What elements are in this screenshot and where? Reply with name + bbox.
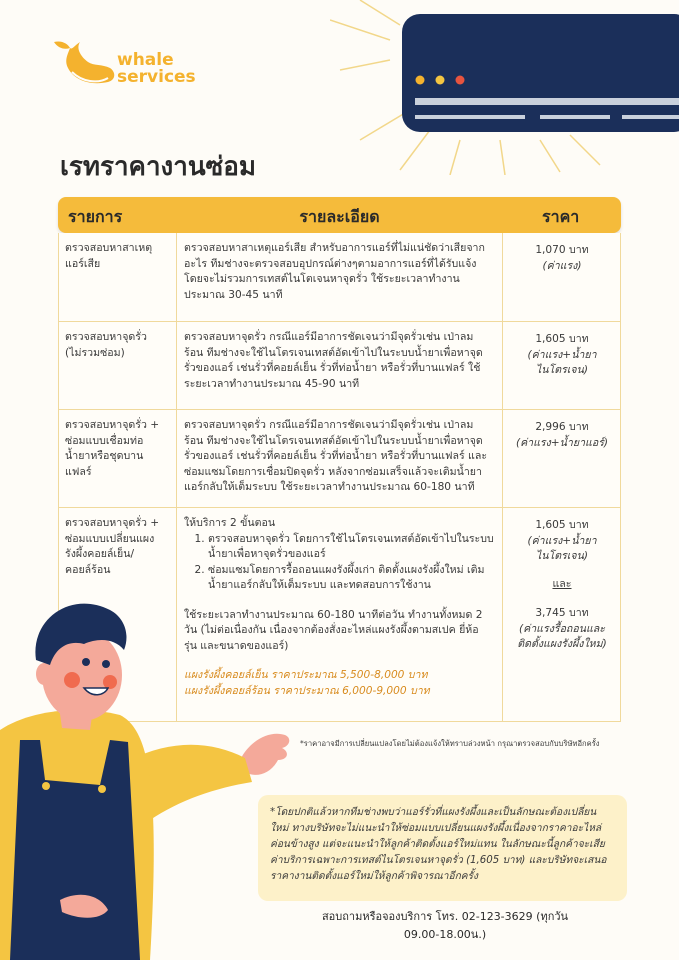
contact-line: 09.00-18.00น.) [403, 928, 487, 941]
price-value: 2,996 บาท [535, 421, 589, 433]
detail-line: ร้อน ทีมช่างจะใช้ไนโตรเจนเทสต์อัดเข้าไปในระบบน้ำยาเพื่อหาจุด [184, 434, 483, 447]
contact-line: สอบถามหรือจองบริการ โทร. 02-123-3629 (ทุกวัน [321, 910, 569, 923]
table-row [58, 233, 621, 322]
price-note: (ค่าแรง+น้ำยา [527, 534, 597, 547]
row-item [59, 322, 177, 409]
row-detail [178, 322, 503, 409]
item-line: ตรวจสอบหาสาเหตุ [65, 242, 153, 254]
item-line: ตรวจสอบหาจุดรั่ว + [65, 517, 160, 529]
cold-coil-price: แผงรังผึ้งคอยล์เย็น ราคาประมาณ 5,500-8,000 บาท [184, 669, 428, 681]
price-note: ไนโตรเจน) [535, 364, 589, 376]
step-line: 2. ซ่อมแซมโดยการรื้อถอนแผงรังผึ้งเก่า ติดตั้งแผงรังผึ้งใหม่ เติม [208, 563, 485, 576]
detail-line: ซ่อมแซมโดยการเชื่อมปิดจุดรั่ว หลังจากซ่อมเสร็จแล้วจะเติมน้ำยา [184, 465, 482, 478]
row-detail [178, 410, 503, 507]
contact-info [300, 908, 590, 944]
note-line: ค่อนข้างสูง แต่จะแนะนำให้ลูกค้าติดตั้งแอร์ใหม่แทน ในลักษณะนี้ลูกค้าจะเสีย [270, 839, 605, 850]
step-line: น้ำยาแอร์กลับให้เต็มระบบ และทดสอบการใช้งาน [208, 579, 431, 591]
table-row [58, 410, 621, 508]
list-item [208, 532, 496, 563]
header-detail: รายละเอียด [299, 207, 380, 226]
item-line: ตรวจสอบหาจุดรั่ว + [65, 419, 160, 431]
item-line: แฟลร์ [65, 465, 92, 478]
price-value: 1,605 บาท [535, 333, 589, 345]
detail-line: รั่วของแอร์ เช่นรั่วที่คอยล์เย็น รั่วที่ท่อน้ำยา หรือรั่วที่บานแฟลร์ และ [184, 450, 488, 462]
table-header [58, 197, 621, 233]
header-price: ราคา [542, 207, 580, 226]
price-note: (ค่าแรง+น้ำยา [527, 348, 597, 361]
detail-line: ตรวจสอบหาจุดรั่ว กรณีแอร์มีอาการชัดเจนว่ามีจุดรั่วเช่น เป่าลม [184, 419, 474, 431]
brand-name [117, 52, 196, 86]
price-value: 1,070 บาท [535, 244, 589, 256]
technician-illustration [0, 590, 300, 960]
row-price [504, 410, 620, 507]
brand-line-1: whale [117, 50, 174, 70]
row-price [504, 233, 620, 321]
detail-line: ตรวจสอบหาสาเหตุแอร์เสีย สำหรับอาการแอร์ที่ไม่แน่ชัดว่าเสียจาก [184, 242, 485, 254]
item-line: น้ำยาหรือชุดบาน [65, 450, 144, 462]
steps-list [184, 532, 496, 594]
table-row [58, 322, 621, 410]
item-line: รังผึ้งคอยล์เย็น/ [65, 548, 135, 560]
item-line: ซ่อมแบบเชื่อมท่อ [65, 434, 144, 447]
note-line: ใหม่ ทางบริษัทจะไม่แนะนำให้ซ่อมแบบเปลี่ยนแผงรังผึ้งเนื่องจากราคาอะไหล่ [270, 823, 602, 834]
note-box [258, 795, 627, 901]
note-line: ราคางานติดตั้งแอร์ใหม่ให้ลูกค้าพิจารณาอีกครั้ง [270, 871, 479, 882]
detail-line: วัน (ไม่ต่อเนื่องกัน เนื่องจากต้องสั่งอะไหล่แผงรังผึ้งตามสเปค ยี่ห้อ [184, 624, 479, 636]
item-line: ซ่อมแบบเปลี่ยนแผง [65, 532, 155, 545]
price-note: (ค่าแรง+น้ำยาแอร์) [515, 436, 609, 449]
price-value-2: 3,745 บาท [535, 607, 589, 619]
detail-line: รั่วของแอร์ เช่นรั่วที่คอยล์เย็น รั่วที่ท่อน้ำยา หรือรั่วที่บานแฟลร์ ใช้ [184, 362, 481, 374]
note-line: ค่าบริการเฉพาะการเทสต์ไนโตรเจนหาจุดรั่ว (1,605 บาท) และบริษัทจะเสนอ [270, 855, 607, 866]
air-conditioner-illustration [330, 0, 679, 175]
item-line: (ไม่รวมซ่อม) [65, 346, 125, 359]
list-item [208, 563, 496, 594]
row-item [59, 233, 177, 321]
detail-line: โดยจะไม่รวมการเทสต์ไนโตเจนหาจุดรั่ว ใช้ระยะเวลาทำงาน [184, 273, 460, 285]
row-item [59, 410, 177, 507]
detail-line: แอร์กลับให้เต็มระบบ ใช้ระยะเวลาทำงานประมาณ 60-180 นาที [184, 481, 475, 493]
item-line: คอยล์ร้อน [65, 563, 111, 576]
detail-intro: ให้บริการ 2 ขั้นตอน [184, 517, 276, 529]
hot-coil-price: แผงรังผึ้งคอยล์ร้อน ราคาประมาณ 6,000-9,000 บาท [184, 684, 430, 697]
detail-line: ใช้ระยะเวลาทำงานประมาณ 60-180 นาทีต่อวัน ทำงานทั้งหมด 2 [184, 608, 483, 621]
detail-line: ระยะเวลาทำงานประมาณ 45-90 นาที [184, 377, 360, 390]
note-line: *โดยปกติแล้วหากทีมช่างพบว่าแอร์รั่วที่แผงรังผึ้งและเป็นลักษณะต้องเปลี่ยน [270, 807, 597, 818]
price-note: (ค่าแรง) [542, 259, 582, 272]
item-line: ตรวจสอบหาจุดรั่ว [65, 331, 147, 343]
detail-line: ประมาณ 30-45 นาที [184, 288, 283, 301]
detail-line: อะไร ทีมช่างจะตรวจสอบอุปกรณ์ต่างๆตามอาการแอร์ที่ได้รับแจ้ง [184, 257, 477, 270]
row-price [504, 322, 620, 409]
item-line: แอร์เสีย [65, 257, 101, 270]
step-line: น้ำยาเพื่อหาจุดรั่วของแอร์ [208, 548, 326, 560]
price-note-2: (ค่าแรงรื้อถอนและ [519, 622, 605, 635]
disclaimer: *ราคาอาจมีการเปลี่ยนแปลงโดยไม่ต้องแจ้งให้ทราบล่วงหน้า กรุณาตรวจสอบกับบริษัทอีกครั้ง [300, 739, 600, 748]
detail-line: ตรวจสอบหาจุดรั่ว กรณีแอร์มีอาการชัดเจนว่ามีจุดรั่วเช่น เป่าลม [184, 331, 474, 343]
header-item: รายการ [68, 207, 123, 226]
detail-line: รุ่น และขนาดของแอร์) [184, 639, 289, 652]
price-value: 1,605 บาท [535, 519, 589, 531]
price-note-2: ติดตั้งแผงรังผึ้งใหม่) [517, 638, 607, 650]
brand-line-2: services [117, 67, 196, 87]
detail-line: ร้อน ทีมช่างจะใช้ไนโตรเจนเทสต์อัดเข้าไปในระบบน้ำยาเพื่อหาจุด [184, 346, 483, 359]
page-title: เรทราคางานซ่อม [60, 152, 257, 182]
row-detail [178, 233, 503, 321]
and-label: และ [552, 577, 572, 590]
price-note: ไนโตรเจน) [535, 550, 589, 562]
step-line: 1. ตรวจสอบหาจุดรั่ว โดยการใช้ไนโตรเจนเทสต์อัดเข้าไปในระบบ [208, 532, 494, 545]
row-price [504, 508, 620, 721]
